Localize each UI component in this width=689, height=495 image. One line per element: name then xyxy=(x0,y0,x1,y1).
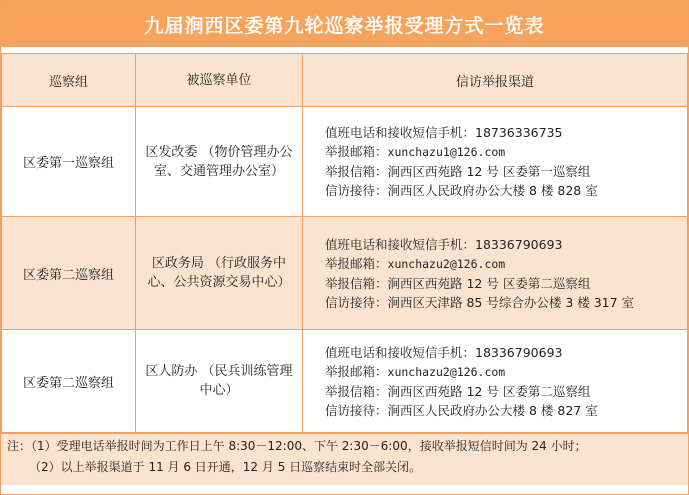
email-label: 举报邮箱： xyxy=(325,255,388,271)
table-row xyxy=(2,330,688,433)
header-channel: 信访举报渠道 xyxy=(303,54,688,107)
email-label: 举报邮箱： xyxy=(325,144,388,159)
group-cell: 区委第二巡察组 xyxy=(2,217,136,330)
unit-cell: 区人防办 （民兵训练管理中心） xyxy=(136,330,303,433)
email-address: xunchazu1@126.com xyxy=(387,145,506,159)
footnote-line-1: 注：（1）受理电话举报时间为工作日上午 8:30－12:00、下午 2:30－6:00，接收举报短信时间为 24 小时； xyxy=(7,439,587,453)
phone-line: 值班电话和接收短信手机：18336790693 xyxy=(325,344,563,360)
channel-cell xyxy=(303,330,688,433)
table-row xyxy=(2,217,688,330)
email-address: xunchazu2@126.com xyxy=(387,364,506,379)
email-line xyxy=(325,362,686,382)
mailbox-line: 举报信箱：涧西区西苑路 12 号 区委第二巡察组 xyxy=(325,275,591,291)
table-title: 九届涧西区委第九轮巡察举报受理方式一览表 xyxy=(1,1,688,53)
header-group: 巡察组 xyxy=(2,54,136,107)
inspection-table xyxy=(1,53,688,433)
mailbox-line: 举报信箱：涧西区西苑路 12 号 区委第一巡察组 xyxy=(325,164,591,179)
unit-cell: 区政务局 （行政服务中心、公共资源交易中心） xyxy=(136,217,303,330)
footnote-line-2: （2）以上举报渠道于 11 月 6 日开通，12 月 5 日巡察结束时全部关闭。 xyxy=(29,460,422,474)
visit-line: 信访接待：涧西区人民政府办公大楼 8 楼 827 室 xyxy=(325,402,598,418)
table-row xyxy=(2,107,688,217)
phone-line: 值班电话和接收短信手机：18336790693 xyxy=(325,236,563,252)
visit-line: 信访接待：涧西区天津路 85 号综合办公楼 3 楼 317 室 xyxy=(325,294,635,310)
channel-cell xyxy=(303,217,688,330)
visit-line: 信访接待：涧西区人民政府办公大楼 8 楼 828 室 xyxy=(325,183,598,198)
unit-cell: 区发改委 （物价管理办公室、交通管理办公室） xyxy=(136,107,303,217)
table-header-row xyxy=(2,54,688,107)
phone-line: 值班电话和接收短信手机：18736336735 xyxy=(325,125,563,140)
email-address: xunchazu2@126.com xyxy=(387,256,506,271)
email-line xyxy=(325,142,686,162)
group-cell: 区委第二巡察组 xyxy=(2,330,136,433)
email-label: 举报邮箱： xyxy=(325,363,388,379)
footnote xyxy=(1,433,688,485)
header-unit: 被巡察单位 xyxy=(136,54,303,107)
email-line xyxy=(325,254,686,274)
group-cell: 区委第一巡察组 xyxy=(2,107,136,217)
channel-cell xyxy=(303,107,688,217)
mailbox-line: 举报信箱：涧西区西苑路 12 号 区委第二巡察组 xyxy=(325,383,591,399)
